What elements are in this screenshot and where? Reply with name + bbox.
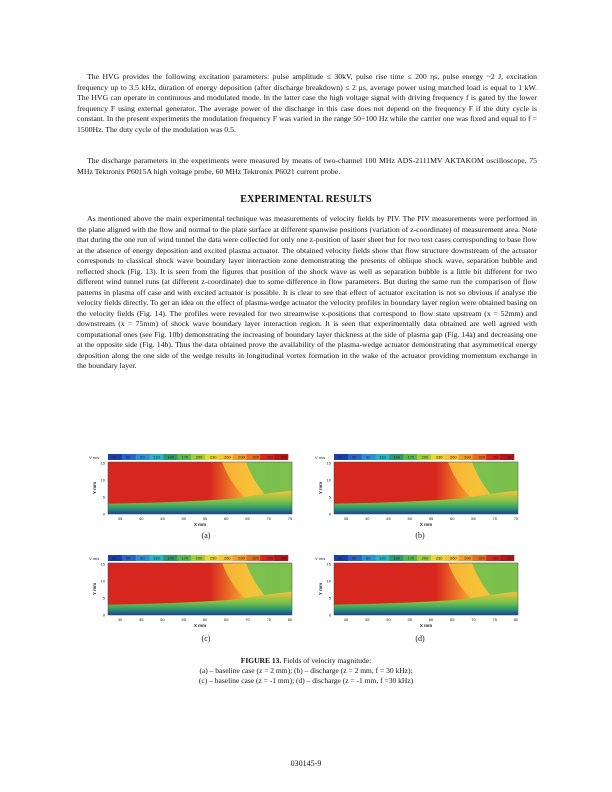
colorbar-tick-label: 380 xyxy=(280,454,288,460)
paragraph-discharge-parameters: The discharge parameters in the experiments were measured by means of two-channel 100 MHz ADS-2111MV AKTAKOM oscilloscope, 75 MHz Tektronix P6015A high voltage probe, 60 MHz Tektronix P6021 current probe. xyxy=(77,156,537,176)
x-tick-label: 60 xyxy=(428,617,434,622)
x-tick-label: 65 xyxy=(245,516,250,521)
colorbar-tick-label: 50 xyxy=(351,454,357,460)
panel-label-b: (b) xyxy=(415,531,425,540)
x-tick-label: 35 xyxy=(117,516,123,521)
colorbar-tick-label: 80 xyxy=(366,454,371,460)
velocity-field-plot-d xyxy=(314,553,526,629)
colorbar-tick-label: 320 xyxy=(478,454,486,460)
y-tick-label: 10 xyxy=(100,578,105,584)
panel-label-a: (a) xyxy=(201,531,211,540)
colorbar-tick-label: 350 xyxy=(266,454,274,460)
figure-panel-a xyxy=(88,452,300,528)
figure-caption-label: FIGURE 13. xyxy=(240,656,282,665)
colorbar-tick-label: 200 xyxy=(195,555,203,561)
colorbar-unit-label: V m/s xyxy=(315,556,326,561)
figure-panel-d xyxy=(314,553,526,629)
velocity-field-plot-a xyxy=(88,452,300,528)
figure-panel-c xyxy=(88,553,300,629)
x-tick-label: 60 xyxy=(202,617,208,622)
x-tick-label: 60 xyxy=(224,516,229,521)
x-tick-label: 45 xyxy=(386,516,391,521)
x-tick-label: 50 xyxy=(181,516,186,521)
x-tick-label: 40 xyxy=(139,516,144,521)
y-tick-label: 5 xyxy=(328,494,331,500)
colorbar-tick-label: 20 xyxy=(337,454,343,460)
y-tick-label: 10 xyxy=(326,477,331,483)
colorbar-tick-label: 170 xyxy=(407,555,415,561)
colorbar-tick-label: 200 xyxy=(421,454,429,460)
x-tick-label: 80 xyxy=(287,617,293,622)
y-axis-label: Y mm xyxy=(318,582,323,596)
x-tick-label: 70 xyxy=(266,516,271,521)
colorbar-tick-label: 260 xyxy=(223,555,231,561)
colorbar-tick-label: 20 xyxy=(337,555,343,561)
colorbar-tick-label: 320 xyxy=(478,555,486,561)
y-tick-label: 0 xyxy=(102,511,105,517)
colorbar-tick-label: 20 xyxy=(111,555,117,561)
colorbar-unit-label: V m/s xyxy=(89,455,100,460)
x-tick-label: 75 xyxy=(492,617,497,622)
colorbar-tick-label: 230 xyxy=(209,555,217,561)
colorbar-tick-label: 80 xyxy=(140,454,145,460)
colorbar-tick-label: 200 xyxy=(421,555,429,561)
colorbar-tick-label: 80 xyxy=(140,555,145,561)
x-tick-label: 65 xyxy=(450,617,455,622)
x-tick-label: 50 xyxy=(386,617,391,622)
figure-caption-line-2: (a) – baseline case (z = 2 mm); (b) – discharge (z = 2 mm, f = 30 kHz); xyxy=(199,666,413,675)
x-tick-label: 75 xyxy=(513,516,519,521)
x-axis-label: X mm xyxy=(193,522,207,527)
colorbar-tick-label: 320 xyxy=(252,555,260,561)
y-axis-label: Y mm xyxy=(318,481,323,495)
colorbar-tick-label: 50 xyxy=(125,555,131,561)
colorbar-tick-label: 140 xyxy=(167,555,175,561)
x-tick-label: 50 xyxy=(407,516,412,521)
colorbar-tick-label: 350 xyxy=(492,555,500,561)
colorbar-tick-label: 260 xyxy=(223,454,231,460)
colorbar-tick-label: 50 xyxy=(351,555,357,561)
colorbar-tick-label: 110 xyxy=(153,555,160,561)
x-tick-label: 55 xyxy=(181,617,186,622)
colorbar-tick-label: 170 xyxy=(181,454,189,460)
colorbar-tick-label: 260 xyxy=(449,454,457,460)
colorbar-tick-label: 230 xyxy=(435,555,443,561)
colorbar-tick-label: 110 xyxy=(153,454,160,460)
x-tick-label: 65 xyxy=(224,617,229,622)
colorbar-tick-label: 380 xyxy=(280,555,288,561)
x-tick-label: 70 xyxy=(492,516,497,521)
colorbar-tick-label: 350 xyxy=(492,454,500,460)
y-tick-label: 5 xyxy=(328,595,331,601)
y-tick-label: 15 xyxy=(326,561,331,567)
paragraph-experimental-results: As mentioned above the main experimental technique was measurements of velocity fields by PIV. The PIV measurements were performed in the plane aligned with the flow and normal to the plate surface at different spanwise positions (variation of z-coordinate) of measurement area. Note that during the one run of wind tunnel the data were collected for only one z-position of laser sheet but for two test cases corresponding to base flow at the absence of energy deposition and excited plasma actuator. The obtained velocity fields show that flow structure downstream of the actuator corresponds to classical shock wave boundary layer interaction zone demonstrating the presents of oblique shock wave, separation bubble and reflected shock (Fig. 13). It is seen from the figures that position of the shock wave as well as separation bubble is a little bit different for two different wind tunnel runs (at different z-coordinate) due to some difference in flow parameters. But during the same run the comparison of flow patterns in plasma off case and with excited actuator is possible. It is clear to see that effect of actuator excitation is not so obvious if analyse the velocity fields directly. To get an idea on the effect of plasma-wedge actuator the velocity profiles in boundary layer region were obtained basing on the velocity fields (Fig. 14). The profiles were revealed for two streamwise x-positions that correspond to flow state upstream (x = 52mm) and downstream (x = 75mm) of shock wave boundary layer interaction region. It is seen that experimentally data obtained are well agreed with computational ones (see Fig. 10b) demonstrating the increasing of boundary layer thickness at the side of plasma gap (Fig. 14a) and decreasing one at the opposite side (Fig. 14b). Thus the data obtained prove the availability of the plasma-wedge actuator demonstrating that asymmetrical energy deposition along the one side of the wedge results in longitudinal vortex formation in the wake of the actuator providing momentum exchange in the boundary layer. xyxy=(77,214,537,370)
x-tick-label: 50 xyxy=(160,617,165,622)
panel-label-d: (d) xyxy=(415,634,425,643)
x-tick-label: 70 xyxy=(471,617,476,622)
paragraph-hvg-parameters: The HVG provides the following excitation parameters: pulse amplitude ≤ 30kV, pulse rise time ≤ 200 ηs, pulse energy ~2 J, excitation frequency up to 3.5 kHz, duration of energy deposition (after discharge breakdown) ≤ 2 µs, average power using matched load is equal to 1 kW. The HVG can operate in continuous and modulated mode. In the latter case the high voltage signal with driving frequency f is gated by the lower frequency F using external generator. The average power of the discharge in this case does not depend on the frequency F if the duty cycle is constant. In the present experiments the modulation frequency F was varied in the range 50÷100 Hz while the carrier one was fixed and equal to f = 1500Hz. The duty cycle of the modulation was 0.5. xyxy=(77,72,537,134)
x-tick-label: 75 xyxy=(287,516,293,521)
colorbar-tick-label: 110 xyxy=(379,555,386,561)
x-tick-label: 60 xyxy=(450,516,455,521)
colorbar-tick-label: 380 xyxy=(506,454,514,460)
figure-caption-text: Fields of velocity magnitude: xyxy=(281,656,372,665)
colorbar-tick-label: 110 xyxy=(379,454,386,460)
colorbar-tick-label: 170 xyxy=(181,555,189,561)
y-tick-label: 5 xyxy=(102,595,105,601)
x-tick-label: 45 xyxy=(365,617,370,622)
colorbar-unit-label: V m/s xyxy=(89,556,100,561)
colorbar-tick-label: 170 xyxy=(407,454,415,460)
x-tick-label: 45 xyxy=(139,617,144,622)
x-axis-label: X mm xyxy=(419,522,433,527)
figure-caption-line-3: (c) – baseline case (z = -1 mm); (d) – discharge (z = -1 mm, f =30 kHz) xyxy=(198,676,414,685)
figure-panel-b xyxy=(314,452,526,528)
colorbar-tick-label: 290 xyxy=(238,454,245,460)
colorbar-tick-label: 140 xyxy=(393,454,401,460)
colorbar-unit-label: V m/s xyxy=(315,455,326,460)
y-tick-label: 0 xyxy=(328,511,331,517)
colorbar-tick-label: 20 xyxy=(111,454,117,460)
y-tick-label: 15 xyxy=(100,460,105,466)
colorbar-tick-label: 380 xyxy=(506,555,514,561)
colorbar-tick-label: 290 xyxy=(464,454,471,460)
y-tick-label: 15 xyxy=(326,460,331,466)
colorbar-tick-label: 200 xyxy=(195,454,203,460)
y-tick-label: 15 xyxy=(100,561,105,567)
x-axis-label: X mm xyxy=(419,623,433,628)
colorbar-tick-label: 320 xyxy=(252,454,260,460)
section-heading: EXPERIMENTAL RESULTS xyxy=(240,194,372,205)
colorbar-tick-label: 80 xyxy=(366,555,371,561)
colorbar-tick-label: 290 xyxy=(464,555,471,561)
x-axis-label: X mm xyxy=(193,623,207,628)
y-tick-label: 10 xyxy=(326,578,331,584)
colorbar-tick-label: 140 xyxy=(167,454,175,460)
x-tick-label: 40 xyxy=(365,516,370,521)
y-tick-label: 0 xyxy=(102,612,105,618)
colorbar-tick-label: 230 xyxy=(209,454,217,460)
colorbar-tick-label: 230 xyxy=(435,454,443,460)
colorbar-tick-label: 290 xyxy=(238,555,245,561)
x-tick-label: 55 xyxy=(428,516,434,521)
colorbar-tick-label: 140 xyxy=(393,555,401,561)
y-axis-label: Y mm xyxy=(92,582,97,596)
x-tick-label: 40 xyxy=(117,617,123,622)
x-tick-label: 55 xyxy=(202,516,208,521)
x-tick-label: 45 xyxy=(160,516,165,521)
x-tick-label: 70 xyxy=(245,617,250,622)
x-tick-label: 80 xyxy=(513,617,519,622)
y-tick-label: 10 xyxy=(100,477,105,483)
figure-caption xyxy=(0,656,612,666)
x-tick-label: 65 xyxy=(471,516,476,521)
velocity-field-plot-c xyxy=(88,553,300,629)
y-axis-label: Y mm xyxy=(92,481,97,495)
x-tick-label: 75 xyxy=(266,617,271,622)
colorbar-tick-label: 50 xyxy=(125,454,131,460)
y-tick-label: 0 xyxy=(328,612,331,618)
velocity-field-plot-b xyxy=(314,452,526,528)
y-tick-label: 5 xyxy=(102,494,105,500)
x-tick-label: 40 xyxy=(343,617,349,622)
x-tick-label: 55 xyxy=(407,617,412,622)
page-number: 030145-9 xyxy=(290,759,322,768)
panel-label-c: (c) xyxy=(201,634,211,643)
colorbar-tick-label: 350 xyxy=(266,555,274,561)
x-tick-label: 35 xyxy=(343,516,349,521)
colorbar-tick-label: 260 xyxy=(449,555,457,561)
